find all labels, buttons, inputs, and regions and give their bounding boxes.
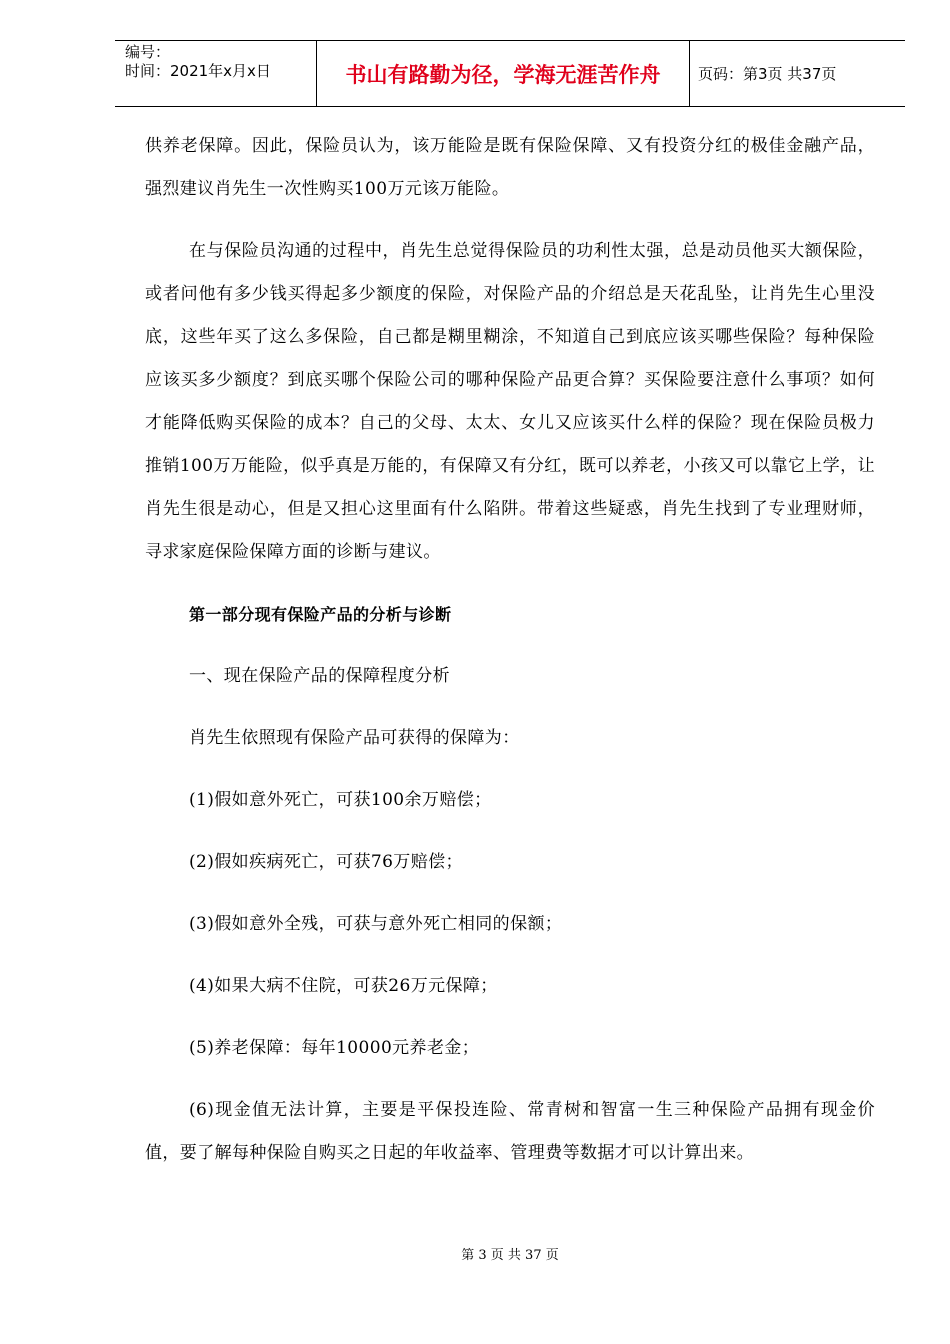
document-body [145,125,875,1175]
time-label: 时间：2021年x月x日 [125,62,271,80]
list-item: (1)假如意外死亡，可获100余万赔偿； [189,790,492,810]
list-item: (2)假如疾病死亡，可获76万赔偿； [189,852,463,872]
paragraph-continued: 供养老保障。因此，保险员认为，该万能险是既有保险保障、又有投资分红的极佳金融产品，强烈建议肖先生一次性购买100万元该万能险。 [145,136,875,199]
page-footer: 第 3 页 共 37 页 [461,1248,559,1263]
serial-label: 编号： [125,43,171,61]
intro-line: 肖先生依照现有保险产品可获得的保障为： [189,728,520,748]
list-item: (4)如果大病不住院，可获26万元保障； [189,976,498,996]
list-item: (6)现金值无法计算，主要是平保投连险、常青树和智富一生三种保险产品拥有现金价值，要了解每种保险自购买之日起的年收益率、管理费等数据才可以计算出来。 [145,1100,875,1163]
header-meta [115,41,316,106]
section-heading: 第一部分现有保险产品的分析与诊断 [189,605,452,624]
list-item: (5)养老保障：每年10000元养老金； [189,1038,480,1058]
list-item: (3)假如意外全残，可获与意外死亡相同的保额； [189,914,563,934]
page-header [115,40,905,107]
header-motto: 书山有路勤为径，学海无涯苦作舟 [316,41,690,106]
paragraph-consultation: 在与保险员沟通的过程中，肖先生总觉得保险员的功利性太强，总是动员他买大额保险，或者问他有多少钱买得起多少额度的保险，对保险产品的介绍总是天花乱坠，让肖先生心里没底，这些年买了这么多保险，自己都是糊里糊涂，不知道自己到底应该买哪些保险？每种保险应该买多少额度？到底买哪个保险公司的哪种保险产品更合算？买保险要注意什么事项？如何才能降低购买保险的成本？自己的父母、太太、女儿又应该买什么样的保险？现在保险员极力推销100万万能险，似乎真是万能的，有保障又有分红，既可以养老，小孩又可以靠它上学，让肖先生很是动心，但是又担心这里面有什么陷阱。带着这些疑惑，肖先生找到了专业理财师，寻求家庭保险保障方面的诊断与建议。 [145,241,875,562]
header-page-info: 页码：第3页 共37页 [698,65,837,83]
subsection-heading: 一、现在保险产品的保障程度分析 [189,666,450,686]
